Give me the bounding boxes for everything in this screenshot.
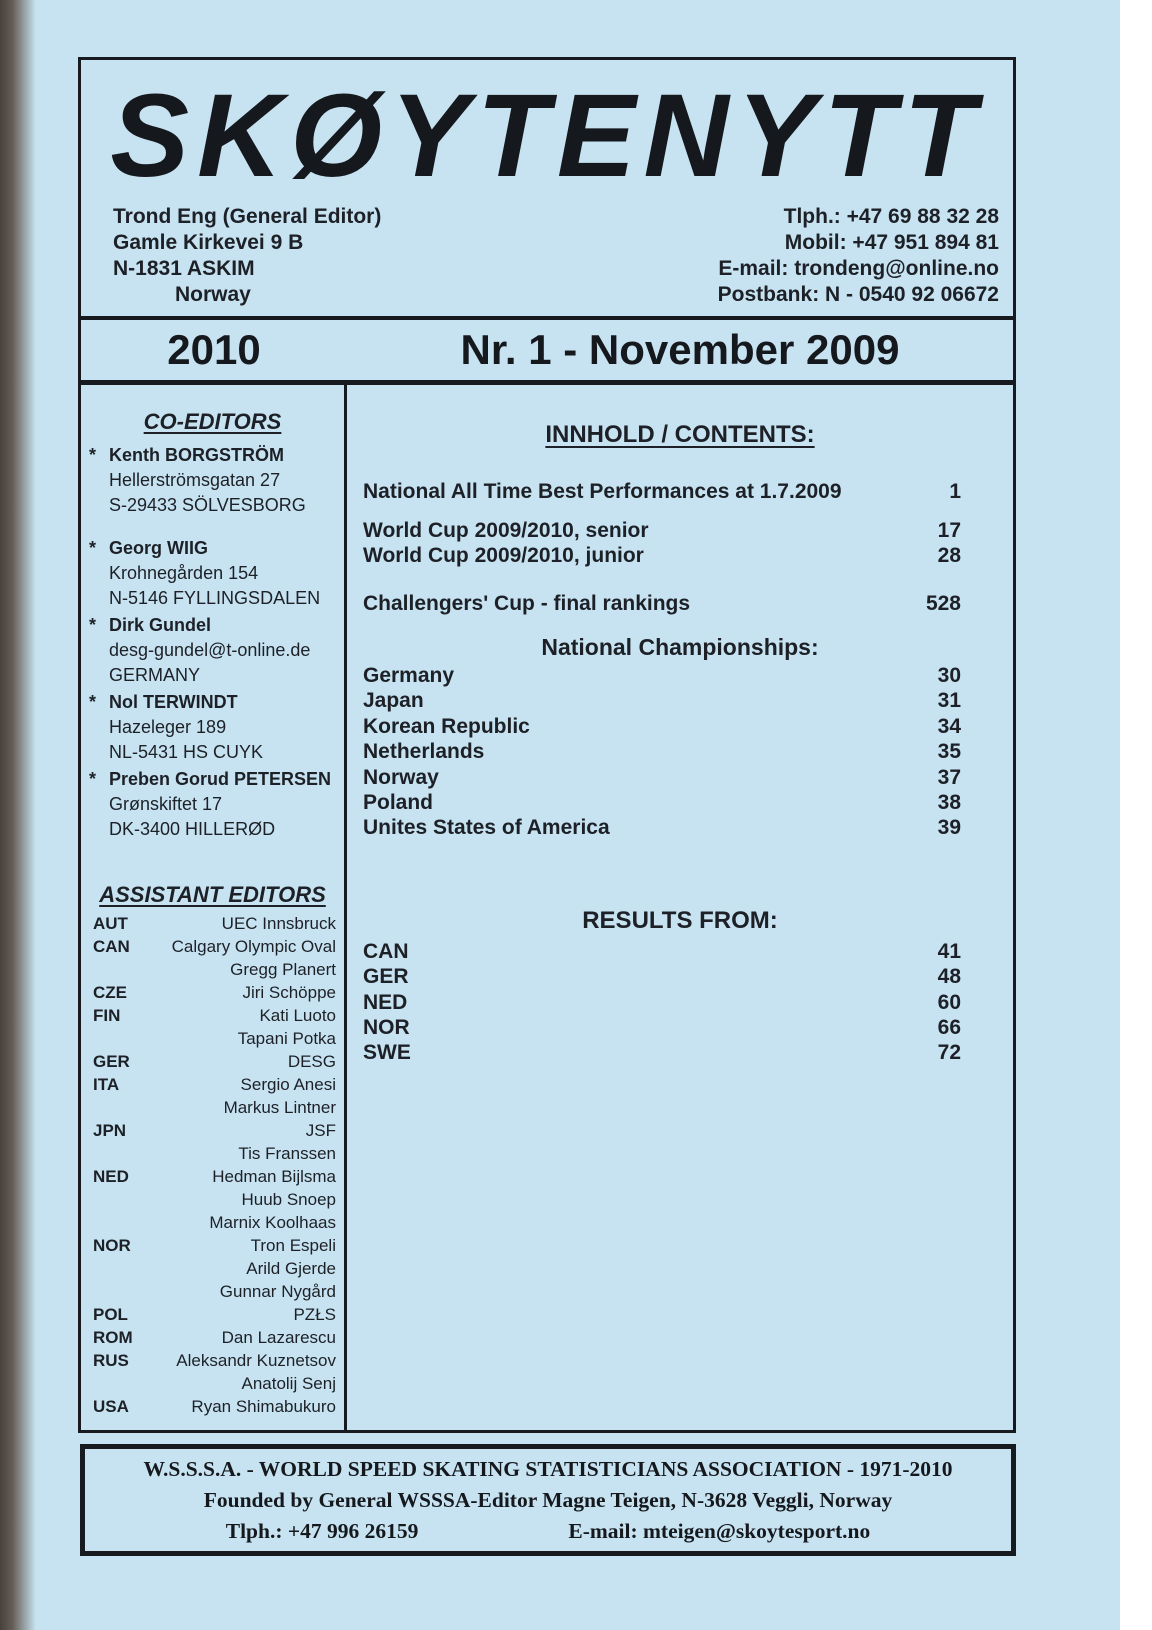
assistant-name: JSF	[305, 1121, 336, 1141]
contents-item-label: Germany	[363, 663, 455, 687]
assistant-name: Calgary Olympic Oval	[171, 937, 336, 957]
contents-item-page: 37	[937, 765, 961, 789]
contents-item-page: 38	[937, 791, 961, 815]
spacer	[347, 505, 1013, 518]
assistant-country-code	[93, 1188, 169, 1211]
issue-year: 2010	[167, 326, 261, 374]
assistant-country-code: CZE	[93, 983, 127, 1003]
bullet-star: *	[89, 692, 97, 713]
contents-item-page: 35	[937, 740, 961, 764]
contents-item-page: 528	[925, 591, 961, 615]
assistant-row	[81, 935, 344, 958]
footer-line2: Founded by General WSSSA-Editor Magne Teigen, N-3628 Veggli, Norway	[203, 1488, 893, 1512]
content-columns	[81, 385, 1013, 1430]
contents-item-label: World Cup 2009/2010, junior	[363, 544, 644, 568]
contents-item-page: 41	[937, 939, 961, 963]
assistant-country-code: RUS	[93, 1351, 129, 1371]
assistant-name: Arild Gjerde	[246, 1259, 336, 1279]
contents-item-page: 1	[949, 480, 961, 504]
footer-email: E-mail: mteigen@skoytesport.no	[568, 1519, 871, 1543]
contents-item-page: 72	[937, 1041, 961, 1065]
co-editor-entry	[81, 613, 344, 688]
assistant-country-code: GER	[93, 1052, 130, 1072]
assistant-country-code	[93, 958, 169, 981]
contents-item-label: National All Time Best Performances at 1.7.2009	[363, 480, 842, 504]
contents-item-page: 39	[937, 816, 961, 840]
footer-phone: Tlph.: +47 996 26159	[225, 1519, 419, 1543]
contact-block	[718, 204, 999, 308]
assistant-country-code	[93, 1280, 169, 1303]
assistant-name: Sergio Anesi	[240, 1075, 336, 1095]
contents-item-page: 30	[937, 663, 961, 687]
bullet-star: *	[89, 538, 97, 559]
contents-item-label: GER	[363, 965, 409, 989]
assistant-country-code	[93, 1211, 169, 1234]
contents-item-page: 31	[937, 689, 961, 713]
assistant-name: Markus Lintner	[223, 1098, 336, 1118]
assistant-row	[81, 958, 344, 981]
assistant-row	[81, 1050, 344, 1073]
contents-item-label: NED	[363, 990, 408, 1014]
assistant-row	[81, 1372, 344, 1395]
assistant-name: Hedman Bijlsma	[212, 1167, 336, 1187]
co-editor-name: Kenth BORGSTRÖM	[109, 445, 284, 466]
issue-band	[81, 316, 1013, 385]
assistant-row	[81, 1096, 344, 1119]
assistant-row	[81, 1142, 344, 1165]
assistant-row	[81, 1280, 344, 1303]
spacer	[347, 569, 1013, 591]
assistant-country-code	[93, 1372, 169, 1395]
contents-heading: INNHOLD / CONTENTS:	[545, 421, 815, 449]
assistant-name: Tron Espeli	[250, 1236, 336, 1256]
assistant-editors-heading: ASSISTANT EDITORS	[99, 882, 326, 908]
assistant-row	[81, 1004, 344, 1027]
assistant-row	[81, 1303, 344, 1326]
assistant-country-code	[93, 1027, 169, 1050]
contents-item	[347, 1015, 1013, 1040]
assistant-name: Ryan Shimabukuro	[191, 1397, 336, 1417]
co-editor-name: Preben Gorud PETERSEN	[109, 769, 332, 790]
editor-address-line: Gamle Kirkevei 9 B	[113, 231, 304, 255]
assistant-country-code: FIN	[93, 1006, 121, 1026]
issue-number: Nr. 1 - November 2009	[460, 326, 900, 374]
assistant-country-code: CAN	[93, 937, 130, 957]
co-editor-address-line: GERMANY	[109, 665, 201, 686]
contact-line: Postbank: N - 0540 92 06672	[717, 283, 999, 307]
assistant-country-code: NED	[93, 1167, 129, 1187]
contents-item-page: 60	[937, 990, 961, 1014]
contents-item	[347, 591, 1013, 616]
assistant-country-code: POL	[93, 1305, 128, 1325]
assistant-name: Tapani Potka	[237, 1029, 336, 1049]
contents-item-label: World Cup 2009/2010, senior	[363, 518, 649, 542]
editor-address-block	[113, 204, 381, 308]
results-from-heading: RESULTS FROM:	[582, 906, 778, 934]
co-editor-address-line: Krohnegården 154	[109, 563, 259, 584]
assistant-row	[81, 981, 344, 1004]
contents-item	[347, 765, 1013, 790]
assistant-country-code	[93, 1096, 169, 1119]
assistant-name: Huub Snoep	[241, 1190, 336, 1210]
contents-item-page: 34	[937, 714, 961, 738]
assistant-name: Dan Lazarescu	[221, 1328, 336, 1348]
editor-address-line: Trond Eng (General Editor)	[113, 205, 382, 229]
contents-item-label: Korean Republic	[363, 714, 530, 738]
assistant-country-code: ROM	[93, 1328, 133, 1348]
contents-item-label: Poland	[363, 791, 434, 815]
contents-item	[347, 790, 1013, 815]
assistant-row	[81, 1395, 344, 1418]
assistant-row	[81, 1119, 344, 1142]
editor-address-line: N-1831 ASKIM	[113, 257, 255, 281]
contents-item	[347, 739, 1013, 764]
co-editor-address-line: NL-5431 HS CUYK	[109, 742, 264, 763]
assistant-row	[81, 1211, 344, 1234]
assistant-name: Tis Franssen	[238, 1144, 336, 1164]
assistant-name: PZŁS	[293, 1305, 336, 1325]
contents-item-label: CAN	[363, 939, 409, 963]
assistant-row	[81, 1027, 344, 1050]
assistant-country-code	[93, 1142, 169, 1165]
bullet-star: *	[89, 445, 97, 466]
assistant-row	[81, 1234, 344, 1257]
contents-column	[347, 385, 1013, 1430]
newsletter-title: SKØYTENYTT	[110, 70, 984, 202]
national-championships-heading: National Championships:	[541, 633, 819, 660]
scan-spine-shadow	[0, 0, 36, 1630]
bullet-star: *	[89, 615, 97, 636]
co-editor-address-line: DK-3400 HILLERØD	[109, 819, 276, 840]
assistant-row	[81, 912, 344, 935]
wsssa-footer	[80, 1444, 1016, 1556]
contents-item	[347, 990, 1013, 1015]
co-editor-name: Dirk Gundel	[109, 615, 212, 636]
co-editors-heading: CO-EDITORS	[143, 409, 282, 435]
contents-item	[347, 815, 1013, 840]
co-editor-name: Nol TERWINDT	[109, 692, 238, 713]
contents-item-label: SWE	[363, 1041, 411, 1065]
contents-item	[347, 663, 1013, 688]
footer-line1: W.S.S.S.A. - WORLD SPEED SKATING STATISTICIANS ASSOCIATION - 1971-2010	[143, 1457, 953, 1481]
assistant-name: Marnix Koolhaas	[209, 1213, 336, 1233]
contents-item-label: Unites States of America	[363, 816, 610, 840]
co-editor-entry	[81, 443, 344, 518]
contents-item-label: Challengers' Cup - final rankings	[363, 591, 691, 615]
co-editor-address-line: N-5146 FYLLINGSDALEN	[109, 588, 321, 609]
masthead	[81, 196, 1013, 316]
contact-line: Tlph.: +47 69 88 32 28	[783, 205, 999, 229]
assistant-country-code: NOR	[93, 1236, 131, 1256]
contents-item	[347, 939, 1013, 964]
assistant-name: Aleksandr Kuznetsov	[176, 1351, 336, 1371]
co-editor-address-line: Hellerströmsgatan 27	[109, 470, 281, 491]
co-editor-address-line: S-29433 SÖLVESBORG	[109, 495, 306, 516]
contents-item	[347, 1040, 1013, 1065]
contents-item	[347, 714, 1013, 739]
newsletter-cover-box	[78, 57, 1016, 1433]
contents-item-page: 17	[937, 518, 961, 542]
assistant-row	[81, 1349, 344, 1372]
assistant-row	[81, 1326, 344, 1349]
assistant-name: UEC Innsbruck	[221, 914, 336, 934]
contents-item	[347, 964, 1013, 989]
contact-line: Mobil: +47 951 894 81	[784, 231, 999, 255]
assistant-row	[81, 1073, 344, 1096]
assistant-row	[81, 1188, 344, 1211]
contents-item-label: Norway	[363, 765, 439, 789]
assistant-name: Kati Luoto	[259, 1006, 336, 1026]
co-editor-entry	[81, 690, 344, 765]
contents-item-label: Japan	[363, 689, 424, 713]
assistant-name: Jiri Schöppe	[242, 983, 336, 1003]
contents-item	[347, 518, 1013, 543]
assistant-row	[81, 1165, 344, 1188]
co-editor-address-line: desg-gundel@t-online.de	[109, 640, 311, 661]
co-editor-entry	[81, 536, 344, 611]
assistant-name: Anatolij Senj	[241, 1374, 336, 1394]
contents-item	[347, 543, 1013, 568]
assistant-country-code: JPN	[93, 1121, 127, 1141]
contents-item-page: 66	[937, 1016, 961, 1040]
assistant-country-code: USA	[93, 1397, 129, 1417]
co-editor-entry	[81, 767, 344, 842]
editors-sidebar	[81, 385, 347, 1430]
editor-address-line: Norway	[175, 283, 251, 307]
footer-line3	[85, 1516, 1011, 1547]
bullet-star: *	[89, 769, 97, 790]
assistant-country-code	[93, 1257, 169, 1280]
assistant-name: DESG	[287, 1052, 336, 1072]
contents-item	[347, 688, 1013, 713]
contents-item-label: Netherlands	[363, 740, 485, 764]
assistant-row	[81, 1257, 344, 1280]
assistant-country-code: ITA	[93, 1075, 120, 1095]
co-editor-name: Georg WIIG	[109, 538, 208, 559]
contents-item-page: 28	[937, 544, 961, 568]
co-editor-address-line: Grønskiftet 17	[109, 794, 223, 815]
assistant-name: Gunnar Nygård	[219, 1282, 336, 1302]
contents-item	[347, 479, 1013, 504]
contents-item-page: 48	[937, 965, 961, 989]
assistant-country-code: AUT	[93, 914, 128, 934]
contents-item-label: NOR	[363, 1016, 410, 1040]
co-editor-address-line: Hazeleger 189	[109, 717, 227, 738]
assistant-name: Gregg Planert	[230, 960, 336, 980]
contact-line: E-mail: trondeng@online.no	[718, 257, 999, 281]
